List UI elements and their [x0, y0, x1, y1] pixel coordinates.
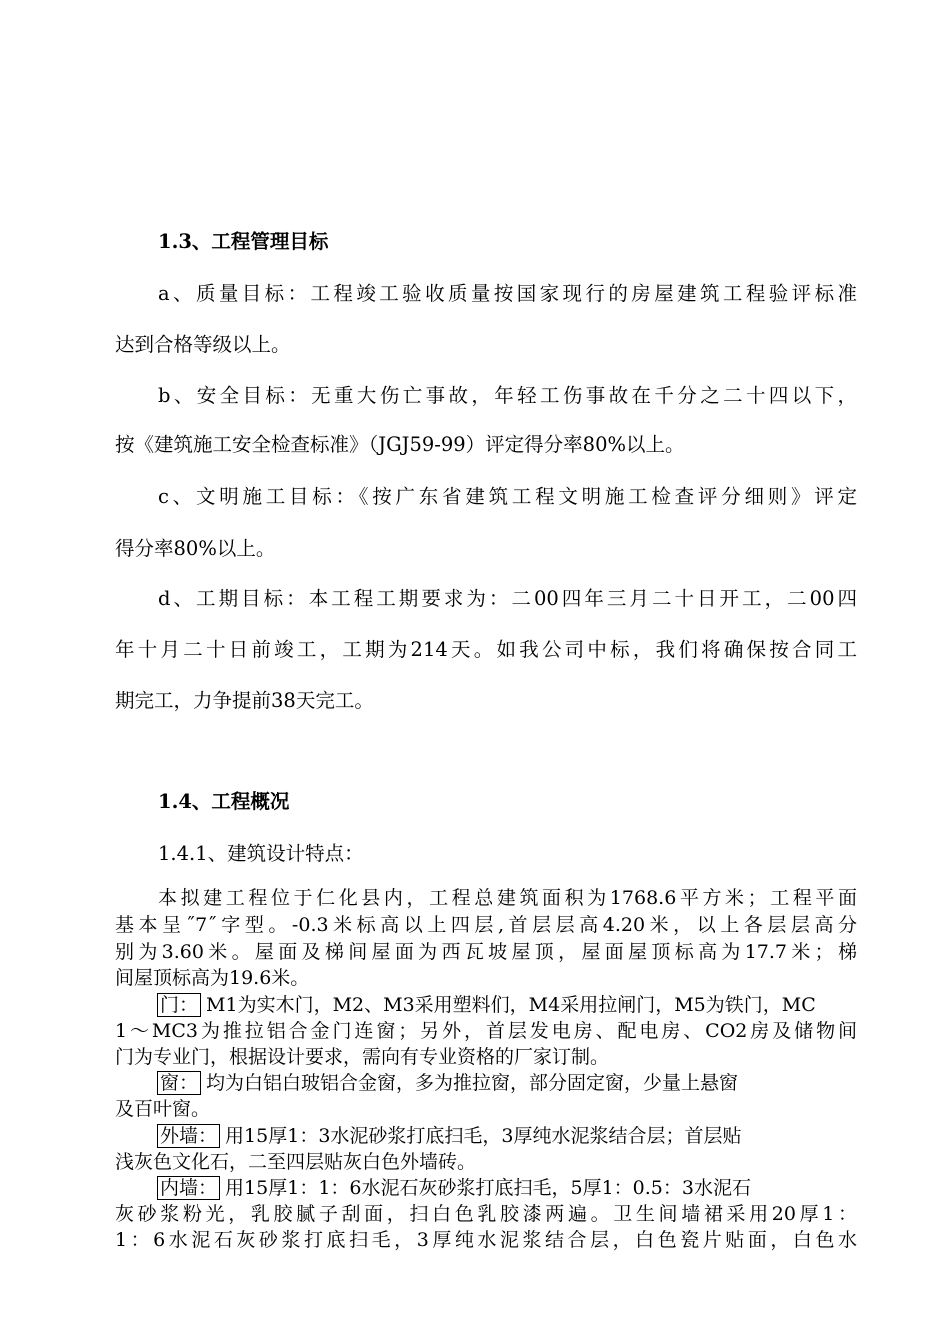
exterior-wall-line-1 [158, 1125, 857, 1148]
civilized-target-line-2: 得分率80%以上。 [115, 537, 276, 560]
schedule-target-line-1: d、工期目标：本工程工期要求为：二00四年三月二十日开工，二00四 [158, 587, 857, 610]
door-label: 门： [160, 994, 199, 1016]
door-line-3: 门为专业门，根据设计要求，需向有专业资格的厂家订制。 [115, 1046, 610, 1068]
door-line-2: 1～MC3为推拉铝合金门连窗；另外，首层发电房、配电房、CO2房及储物间 [115, 1020, 857, 1042]
window-line-2: 及百叶窗。 [115, 1098, 211, 1120]
overview-line-3: 别为3.60米。屋面及梯间屋面为西瓦坡屋顶，屋面屋顶标高为17.7米；梯 [115, 941, 857, 963]
exterior-wall-label: 外墙： [160, 1125, 218, 1147]
interior-wall-line-3: 1：6水泥石灰砂浆打底扫毛，3厚纯水泥浆结合层，白色瓷片贴面，白色水 [115, 1229, 857, 1251]
interior-wall-text: 用15厚1：1：6水泥石灰砂浆打底扫毛，5厚1：0.5：3水泥石 [219, 1177, 751, 1199]
door-line-1 [158, 994, 857, 1017]
civilized-target-line-1: c、文明施工目标：《按广东省建筑工程文明施工检查评分细则》评定 [158, 485, 857, 508]
window-line-1 [158, 1072, 857, 1095]
window-label: 窗： [160, 1072, 199, 1094]
exterior-wall-line-2: 浅灰色文化石，二至四层贴灰白色外墙砖。 [115, 1151, 477, 1173]
section-1-3-heading: 1.3、工程管理目标 [158, 230, 329, 253]
section-1-4-1-subheading: 1.4.1、建筑设计特点： [158, 842, 364, 865]
overview-line-2: 基本呈˝7˝字型。-0.3米标高以上四层,首层层高4.20米，以上各层层高分 [115, 914, 857, 936]
exterior-wall-text: 用15厚1：3水泥砂浆打底扫毛，3厚纯水泥浆结合层；首层贴 [219, 1125, 742, 1147]
interior-wall-line-2: 灰砂浆粉光，乳胶腻子刮面，扫白色乳胶漆两遍。卫生间墙裙采用20厚1： [115, 1203, 857, 1225]
overview-line-1: 本拟建工程位于仁化县内，工程总建筑面积为1768.6平方米；工程平面 [158, 887, 857, 909]
quality-target-line-2: 达到合格等级以上。 [115, 333, 291, 356]
interior-wall-line-1 [158, 1177, 857, 1200]
safety-target-line-1: b、安全目标：无重大伤亡事故，年轻工伤事故在千分之二十四以下， [158, 384, 857, 407]
schedule-target-line-3: 期完工，力争提前38天完工。 [115, 689, 374, 712]
door-text: M1为实木门，M2、M3采用塑料们，M4采用拉闸门，M5为铁门，MC [200, 994, 816, 1016]
safety-target-line-2: 按《建筑施工安全检查标准》（JGJ59-99）评定得分率80%以上。 [115, 433, 685, 456]
quality-target-line-1: a、质量目标：工程竣工验收质量按国家现行的房屋建筑工程验评标准 [158, 282, 857, 305]
schedule-target-line-2: 年十月二十日前竣工，工期为214天。如我公司中标，我们将确保按合同工 [115, 638, 857, 661]
window-text: 均为白铝白玻铝合金窗，多为推拉窗，部分固定窗，少量上悬窗 [200, 1072, 739, 1094]
interior-wall-label: 内墙： [160, 1177, 218, 1199]
section-1-4-heading: 1.4、工程概况 [158, 790, 290, 813]
overview-line-4: 间屋顶标高为19.6米。 [115, 967, 310, 989]
